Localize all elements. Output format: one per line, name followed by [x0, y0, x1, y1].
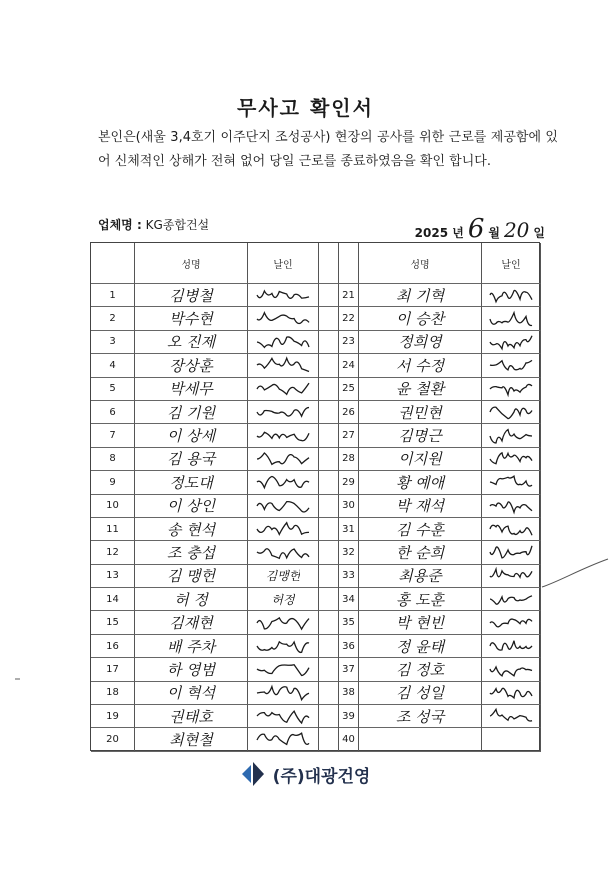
signature-stamp — [248, 354, 319, 377]
signature-stamp — [482, 331, 541, 354]
margin-pen-mark — [540, 555, 611, 595]
row-number: 8 — [91, 448, 135, 471]
row-number: 15 — [91, 611, 135, 634]
row-number: 5 — [91, 378, 135, 401]
column-gap — [319, 658, 339, 681]
signature-stamp — [482, 635, 541, 658]
signature-scribble-icon — [486, 566, 536, 586]
signature-stamp — [482, 518, 541, 541]
signer-name: 이 혁석 — [135, 682, 248, 705]
row-number: 10 — [91, 495, 135, 518]
signature-stamp — [482, 682, 541, 705]
row-number: 22 — [339, 307, 359, 330]
header-gap — [319, 243, 339, 284]
signature-stamp — [248, 495, 319, 518]
row-number: 33 — [339, 565, 359, 588]
signature-scribble-icon — [486, 402, 536, 422]
row-number: 19 — [91, 705, 135, 728]
signature-scribble-icon — [253, 683, 313, 703]
company-line — [98, 216, 209, 233]
row-number: 24 — [339, 354, 359, 377]
header-no-left — [91, 243, 135, 284]
signature-scribble-icon — [253, 355, 313, 375]
signer-name: 최 기혁 — [359, 284, 482, 307]
row-number: 21 — [339, 284, 359, 307]
page-title: 무사고 확인서 — [237, 96, 374, 120]
signature-stamp — [248, 728, 319, 751]
signature-stamp — [248, 378, 319, 401]
signature-table — [90, 242, 540, 751]
signature-stamp — [482, 658, 541, 681]
row-number: 30 — [339, 495, 359, 518]
row-number: 25 — [339, 378, 359, 401]
signature-scribble-icon — [253, 496, 313, 516]
signature-stamp — [482, 284, 541, 307]
signer-name: 이지원 — [359, 448, 482, 471]
signer-name: 최현철 — [135, 728, 248, 751]
company-label: 업체명 : — [98, 218, 142, 232]
company-logo — [0, 761, 611, 787]
signature-scribble-icon — [486, 636, 536, 656]
signature-stamp — [482, 307, 541, 330]
signature-scribble-icon — [486, 449, 536, 469]
date-day-label: 일 — [533, 226, 545, 240]
signer-name: 홍 도훈 — [359, 588, 482, 611]
signer-name: 이 승찬 — [359, 307, 482, 330]
row-number: 29 — [339, 471, 359, 494]
signer-name: 정도대 — [135, 471, 248, 494]
signature-stamp — [248, 331, 319, 354]
header-stamp-left: 날인 — [248, 243, 319, 284]
signature-scribble-icon — [253, 449, 313, 469]
signature-stamp — [248, 424, 319, 447]
row-number: 11 — [91, 518, 135, 541]
signature-scribble-icon — [253, 285, 313, 305]
signature-scribble-icon — [486, 613, 536, 633]
signer-name: 박 현빈 — [359, 611, 482, 634]
row-number: 40 — [339, 728, 359, 751]
signature-stamp — [248, 518, 319, 541]
signer-name: 조 충섭 — [135, 541, 248, 564]
row-number: 16 — [91, 635, 135, 658]
signer-name: 김 용국 — [135, 448, 248, 471]
signer-name: 이 상인 — [135, 495, 248, 518]
header-name-left: 성명 — [135, 243, 248, 284]
row-number: 31 — [339, 518, 359, 541]
signer-name: 허 정 — [135, 588, 248, 611]
signature-stamp — [482, 565, 541, 588]
signature-scribble-icon — [253, 402, 313, 422]
header-stamp-right: 날인 — [482, 243, 541, 284]
signature-scribble-icon — [253, 706, 313, 726]
signature-stamp — [248, 635, 319, 658]
column-gap — [319, 495, 339, 518]
signature-stamp — [248, 541, 319, 564]
signature-stamp — [482, 705, 541, 728]
signature-stamp — [482, 495, 541, 518]
row-number: 39 — [339, 705, 359, 728]
signer-name: 권태호 — [135, 705, 248, 728]
row-number: 13 — [91, 565, 135, 588]
signature-stamp — [482, 588, 541, 611]
signature-scribble-icon — [253, 730, 313, 750]
column-gap — [319, 307, 339, 330]
date-month-handwritten: 6 — [467, 214, 485, 244]
signature-stamp — [248, 588, 319, 611]
signer-name: 김병철 — [135, 284, 248, 307]
signer-name: 황 예애 — [359, 471, 482, 494]
column-gap — [319, 518, 339, 541]
logo-text: (주)대광건영 — [272, 766, 371, 787]
company-name: KG종합건설 — [145, 218, 210, 232]
row-number: 18 — [91, 682, 135, 705]
signer-name: 김 기원 — [135, 401, 248, 424]
signature-scribble-icon — [253, 613, 313, 633]
column-gap — [319, 728, 339, 751]
signer-name: 장상훈 — [135, 354, 248, 377]
signature-stamp — [482, 401, 541, 424]
signature-stamp — [248, 471, 319, 494]
signer-name: 김 정호 — [359, 658, 482, 681]
signer-name: 김 성일 — [359, 682, 482, 705]
signature-scribble-icon — [253, 542, 313, 562]
signature-stamp — [248, 448, 319, 471]
signature-stamp — [482, 378, 541, 401]
signature-scribble-icon — [486, 285, 536, 305]
signer-name: 김 맹헌 — [135, 565, 248, 588]
signature-stamp — [248, 658, 319, 681]
column-gap — [319, 611, 339, 634]
signature-scribble-icon — [486, 683, 536, 703]
signature-stamp — [482, 424, 541, 447]
column-gap — [319, 541, 339, 564]
signer-name: 정희영 — [359, 331, 482, 354]
header-name-right: 성명 — [359, 243, 482, 284]
signature-stamp — [482, 728, 541, 751]
signer-name: 박수현 — [135, 307, 248, 330]
row-number: 32 — [339, 541, 359, 564]
signature-scribble-icon — [486, 659, 536, 679]
signature-scribble-icon — [253, 472, 313, 492]
row-number: 9 — [91, 471, 135, 494]
signer-name: 이 상세 — [135, 424, 248, 447]
row-number: 37 — [339, 658, 359, 681]
signer-name: 김 수훈 — [359, 518, 482, 541]
signer-name: 한 순희 — [359, 541, 482, 564]
column-gap — [319, 682, 339, 705]
signature-stamp — [482, 448, 541, 471]
signature-stamp — [248, 401, 319, 424]
signature-scribble-icon — [486, 496, 536, 516]
column-gap — [319, 424, 339, 447]
signature-stamp — [482, 541, 541, 564]
signer-name: 서 수정 — [359, 354, 482, 377]
row-number: 36 — [339, 635, 359, 658]
row-number: 28 — [339, 448, 359, 471]
signature-scribble-icon — [486, 519, 536, 539]
row-number: 34 — [339, 588, 359, 611]
column-gap — [319, 284, 339, 307]
row-number: 4 — [91, 354, 135, 377]
signature-scribble-icon — [486, 426, 536, 446]
signer-name: 박 재석 — [359, 495, 482, 518]
signer-name: 하 영범 — [135, 658, 248, 681]
signature-scribble-icon — [486, 542, 536, 562]
signature-stamp — [482, 354, 541, 377]
column-gap — [319, 378, 339, 401]
row-number: 7 — [91, 424, 135, 447]
signature-scribble-icon — [253, 332, 313, 352]
column-gap — [319, 471, 339, 494]
signature-scribble-icon — [486, 309, 536, 329]
signature-scribble-icon — [486, 355, 536, 375]
signer-name: 최용준 — [359, 565, 482, 588]
signature-scribble-icon — [486, 706, 536, 726]
row-number: 12 — [91, 541, 135, 564]
logo-mark-icon — [241, 761, 265, 787]
signature-stamp — [248, 565, 319, 588]
signer-name: 송 현석 — [135, 518, 248, 541]
date-line — [415, 214, 545, 244]
row-number: 27 — [339, 424, 359, 447]
signature-scribble-icon — [253, 636, 313, 656]
margin-dot-mark — [14, 676, 22, 682]
signer-name — [359, 728, 482, 751]
column-gap — [319, 565, 339, 588]
signature-scribble-icon — [486, 589, 536, 609]
row-number: 3 — [91, 331, 135, 354]
date-year: 2025 년 — [414, 226, 464, 240]
date-day-handwritten: 20 — [503, 218, 530, 242]
column-gap — [319, 354, 339, 377]
header-no-right — [339, 243, 359, 284]
row-number: 26 — [339, 401, 359, 424]
signer-name: 박세무 — [135, 378, 248, 401]
signer-name: 조 성국 — [359, 705, 482, 728]
signer-name: 정 윤태 — [359, 635, 482, 658]
signature-scribble-icon — [253, 659, 313, 679]
stamp-handwritten-name: 허정 — [271, 592, 295, 607]
row-number: 6 — [91, 401, 135, 424]
signature-stamp — [482, 471, 541, 494]
signature-stamp — [248, 307, 319, 330]
signature-scribble-icon — [486, 332, 536, 352]
signature-scribble-icon — [253, 426, 313, 446]
confirmation-statement: 본인은(새울 3,4호기 이주단지 조성공사) 현장의 공사를 위한 근로를 제공함에 있어 신체적인 상해가 전혀 없어 당일 근로를 종료하였음을 확인 합니다. — [98, 130, 558, 169]
row-number: 20 — [91, 728, 135, 751]
column-gap — [319, 401, 339, 424]
signature-stamp — [248, 682, 319, 705]
signature-scribble-icon — [253, 379, 313, 399]
column-gap — [319, 331, 339, 354]
signature-scribble-icon — [253, 309, 313, 329]
row-number: 14 — [91, 588, 135, 611]
signer-name: 배 주차 — [135, 635, 248, 658]
signature-stamp — [248, 284, 319, 307]
date-month-label: 월 — [488, 226, 500, 240]
signature-stamp — [248, 611, 319, 634]
signer-name: 김명근 — [359, 424, 482, 447]
signature-scribble-icon — [486, 379, 536, 399]
stamp-handwritten-name: 김맹헌 — [265, 569, 301, 584]
row-number: 1 — [91, 284, 135, 307]
row-number: 17 — [91, 658, 135, 681]
signer-name: 김재현 — [135, 611, 248, 634]
signer-name: 권민현 — [359, 401, 482, 424]
row-number: 35 — [339, 611, 359, 634]
column-gap — [319, 635, 339, 658]
signer-name: 오 진제 — [135, 331, 248, 354]
column-gap — [319, 705, 339, 728]
row-number: 38 — [339, 682, 359, 705]
row-number: 23 — [339, 331, 359, 354]
row-number: 2 — [91, 307, 135, 330]
signature-scribble-icon — [486, 472, 536, 492]
signer-name: 윤 철환 — [359, 378, 482, 401]
signature-scribble-icon — [253, 519, 313, 539]
column-gap — [319, 588, 339, 611]
signature-stamp — [482, 611, 541, 634]
column-gap — [319, 448, 339, 471]
signature-stamp — [248, 705, 319, 728]
